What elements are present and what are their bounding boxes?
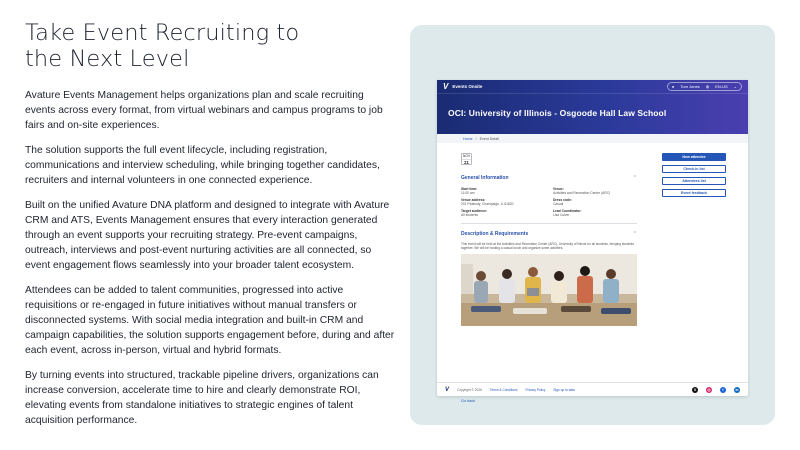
info-label: Target audience: [461, 209, 488, 213]
user-icon: ● [671, 84, 675, 89]
screenshot-panel [410, 25, 775, 425]
footer-logo-icon: V [445, 386, 450, 393]
info-value: Casual [553, 202, 564, 206]
privacy-link[interactable]: Privacy Policy [525, 387, 546, 392]
info-value: 11:00 am [461, 191, 475, 195]
event-title: OCI: University of Illinois - Osgoode Hall Law School [448, 108, 667, 118]
check-in-list-button[interactable]: Check-in list [662, 165, 726, 173]
info-item [461, 187, 545, 195]
marketing-copy [25, 20, 395, 438]
description-section [461, 231, 637, 326]
info-item [461, 209, 545, 217]
facebook-icon[interactable]: f [720, 387, 726, 393]
info-value: Lisa Culver [553, 213, 570, 217]
chevron-up-icon[interactable]: ⌃ [632, 231, 637, 237]
go-back-link[interactable]: Go back [461, 399, 476, 403]
general-information-title: General Information [461, 175, 509, 181]
info-item [461, 198, 545, 206]
linkedin-icon[interactable]: in [735, 387, 739, 392]
breadcrumb-current: Event Detail [479, 136, 499, 141]
attendees-list-button[interactable]: Attendees list [662, 177, 726, 185]
paragraph-5: By turning events into structured, trackable pipeline drivers, organizations can increase conversion, accelerate time to hire and clearly demonstrate ROI, elevating events from standalone initiatives to strategic engines of talent acquisition performance. [25, 370, 379, 426]
page-title [25, 20, 395, 72]
new-attendee-button[interactable]: New attendee [662, 153, 726, 161]
date-month: NOV [463, 154, 470, 158]
info-item [553, 187, 637, 195]
breadcrumb [437, 134, 748, 143]
paragraph-1: Avature Events Management helps organizations plan and scale recruiting events across every format, from virtual webinars and campus programs to job fairs and on-site experiences. [25, 90, 383, 131]
info-value: Activities and Recreation Center (ARC) [553, 191, 611, 195]
general-information-header[interactable] [461, 175, 637, 181]
info-label: Lead Coordinator: [553, 209, 582, 213]
globe-icon: ◍ [705, 84, 710, 89]
info-grid [461, 187, 637, 217]
paragraph-3: Built on the unified Avature DNA platform and designed to integrate with Avature CRM and ATS, Events Management ensures that every interaction generated through an event supports your recruiting strategy. Pre-event campaigns, outreach, interviews and post-event nurturing activities are all connected, so event engagement flows seamlessly into your broader talent ecosystem. [25, 200, 390, 271]
divider [461, 223, 637, 224]
title-line-2: the Next Level [25, 46, 190, 72]
user-menu[interactable] [667, 82, 742, 91]
date-badge [461, 153, 472, 165]
terms-link[interactable]: Terms & Conditions [489, 387, 518, 392]
info-label: Venue address: [461, 198, 486, 202]
instagram-icon[interactable]: ◎ [707, 387, 711, 392]
signup-link[interactable]: Sign up to data [553, 387, 575, 392]
user-name: Tom Jones [680, 84, 700, 89]
paragraph-4: Attendees can be added to talent communities, progressed into active requisitions or re-engaged in future initiatives without manual transfers or disconnected systems. With social media integration and built-in CRM and campaign capabilities, the solution supports engagement before, during and after each event, across in-person, virtual and hybrid formats. [25, 285, 395, 356]
top-navbar [437, 80, 748, 94]
event-feedback-button[interactable]: Event feedback [662, 189, 726, 197]
avature-logo-icon[interactable]: V [443, 82, 449, 91]
app-screenshot [437, 80, 748, 403]
info-value: All students [461, 213, 479, 217]
info-item [553, 198, 637, 206]
action-buttons [662, 153, 726, 197]
chevron-down-icon: ⌄ [733, 84, 737, 89]
students-photo-illustration [461, 254, 637, 326]
chevron-up-icon[interactable]: ⌃ [632, 175, 637, 181]
info-item [553, 209, 637, 217]
x-icon[interactable]: X [693, 387, 697, 392]
copyright: Copyright © 2026 [457, 387, 482, 392]
app-brand: Events Onsite [452, 84, 483, 89]
description-header[interactable] [461, 231, 637, 237]
info-label: Venue: [553, 187, 564, 191]
general-information-section [461, 175, 637, 224]
paragraph-2: The solution supports the full event lifecycle, including registration, communications and interview scheduling, while bringing together candidates, recruiters and internal volunteers in one connected experience. [25, 145, 380, 186]
event-header [437, 80, 748, 134]
info-label: Start time: [461, 187, 478, 191]
title-line-1: Take Event Recruiting to [25, 20, 300, 46]
info-value: 201 Peabody, Champaign, IL 61820 [461, 202, 514, 206]
event-photo [461, 254, 637, 326]
language-label: EN-US [715, 84, 728, 89]
breadcrumb-home[interactable]: Home [463, 136, 473, 141]
breadcrumb-separator: / [475, 136, 477, 141]
description-title: Description & Requirements [461, 231, 529, 237]
date-day: 21 [464, 160, 469, 165]
info-label: Dress code: [553, 198, 572, 202]
footer [437, 382, 748, 396]
description-text: This event will be held at the Activities and Recreation Center (ARC), University of Illinois for all students, bringing students together. We will be hosting a casual lunch and organize some activities. [461, 242, 634, 251]
